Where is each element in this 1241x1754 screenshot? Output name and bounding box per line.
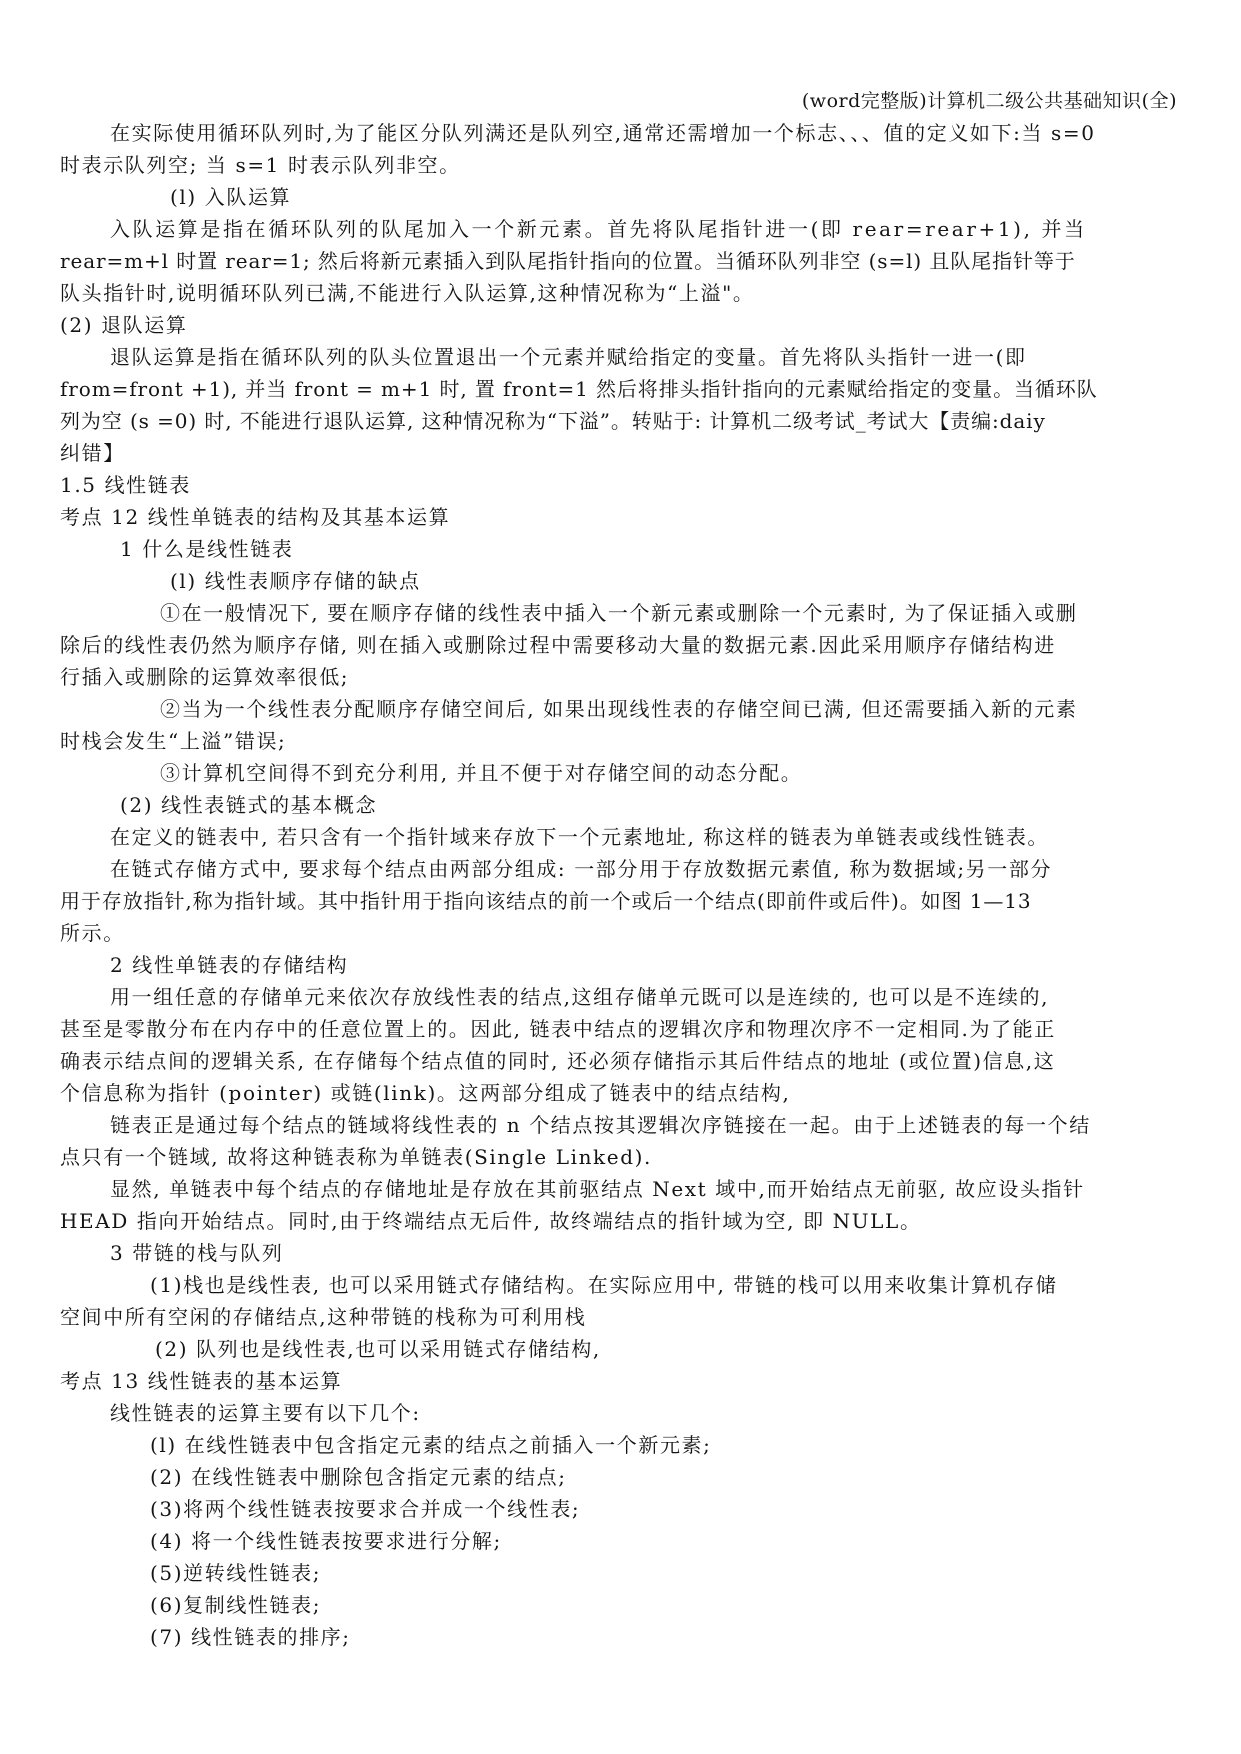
text-line: 用一组任意的存储单元来依次存放线性表的结点,这组存储单元既可以是连续的, 也可以是不连续的,	[110, 985, 1050, 1009]
section-heading: 考点 13 线性链表的基本运算	[60, 1369, 343, 1393]
text-line: from=front +1), 并当 front = m+1 时, 置 front=1 然后将排头指针指向的元素赋给指定的变量。当循环队	[60, 377, 1098, 401]
text-line: 在链式存储方式中, 要求每个结点由两部分组成: 一部分用于存放数据元素值, 称为数据域;另一部分	[110, 857, 1053, 881]
subheading: (2) 线性表链式的基本概念	[120, 793, 378, 817]
text-line: rear=m+l 时置 rear=1; 然后将新元素插入到队尾指针指向的位置。当循环队列非空 (s=l) 且队尾指针等于	[60, 249, 1076, 273]
text-line: 纠错】	[60, 441, 125, 465]
text-line: 显然, 单链表中每个结点的存储地址是存放在其前驱结点 Next 域中,而开始结点无前驱, 故应设头指针	[110, 1177, 1085, 1201]
list-item: (l) 在线性链表中包含指定元素的结点之前插入一个新元素;	[150, 1433, 712, 1457]
text-line: HEAD 指向开始结点。同时,由于终端结点无后件, 故终端结点的指针域为空, 即 NULL。	[60, 1209, 922, 1233]
subheading: (2) 退队运算	[60, 313, 188, 337]
text-line: 退队运算是指在循环队列的队头位置退出一个元素并赋给指定的变量。首先将队头指针一进一(即	[110, 345, 1027, 369]
page-header: (word完整版)计算机二级公共基础知识(全)	[801, 90, 1177, 112]
list-item: (5)逆转线性链表;	[150, 1561, 322, 1585]
text-line: ①在一般情况下, 要在顺序存储的线性表中插入一个新元素或删除一个元素时, 为了保证插入或删	[160, 601, 1078, 625]
text-line: 除后的线性表仍然为顺序存储, 则在插入或删除过程中需要移动大量的数据元素.因此采用顺序存储结构进	[60, 633, 1056, 657]
section-heading: 1.5 线性链表	[60, 473, 191, 497]
text-line: 用于存放指针,称为指针域。其中指针用于指向该结点的前一个或后一个结点(即前件或后件)。如图 1—13	[60, 889, 1032, 913]
text-line: 队头指针时,说明循环队列已满,不能进行入队运算,这种情况称为“上溢"。	[60, 281, 755, 305]
subheading: (l) 入队运算	[170, 185, 292, 209]
section-heading: 考点 12 线性单链表的结构及其基本运算	[60, 505, 451, 529]
list-item: (2) 在线性链表中删除包含指定元素的结点;	[150, 1465, 567, 1489]
subheading: 2 线性单链表的存储结构	[110, 953, 349, 977]
text-line: 个信息称为指针 (pointer) 或链(link)。这两部分组成了链表中的结点结构,	[60, 1081, 791, 1105]
list-item: (3)将两个线性链表按要求合并成一个线性表;	[150, 1497, 581, 1521]
text-line: (2) 队列也是线性表,也可以采用链式存储结构,	[155, 1337, 601, 1361]
text-line: (1)栈也是线性表, 也可以采用链式存储结构。在实际应用中, 带链的栈可以用来收集计算机存储	[150, 1273, 1058, 1297]
list-item: (4) 将一个线性链表按要求进行分解;	[150, 1529, 502, 1553]
text-line: 线性链表的运算主要有以下几个:	[110, 1401, 421, 1425]
list-item: (6)复制线性链表;	[150, 1593, 322, 1617]
text-line: 甚至是零散分布在内存中的任意位置上的。因此, 链表中结点的逻辑次序和物理次序不一定相同.为了能正	[60, 1017, 1056, 1041]
text-line: 链表正是通过每个结点的链域将线性表的 n 个结点按其逻辑次序链接在一起。由于上述链表的每一个结	[110, 1113, 1091, 1137]
text-line: 点只有一个链域, 故将这种链表称为单链表(Single Linked).	[60, 1145, 652, 1169]
subheading: 1 什么是线性链表	[120, 537, 294, 561]
text-line: 所示。	[60, 921, 125, 945]
text-line: 列为空 (s =0) 时, 不能进行退队运算, 这种情况称为“下溢”。转贴于: 计算机二级考试_考试大【责编:daiy	[60, 409, 1046, 433]
text-line: ②当为一个线性表分配顺序存储空间后, 如果出现线性表的存储空间已满, 但还需要插入新的元素	[160, 697, 1078, 721]
text-line: 确表示结点间的逻辑关系, 在存储每个结点值的同时, 还必须存储指示其后件结点的地址 (或位置)信息,这	[60, 1049, 1056, 1073]
text-line: 时表示队列空; 当 s=1 时表示队列非空。	[60, 153, 461, 177]
text-line: 时栈会发生“上溢”错误;	[60, 729, 287, 753]
list-item: (7) 线性链表的排序;	[150, 1625, 351, 1649]
text-line: 空间中所有空闲的存储结点,这种带链的栈称为可利用栈	[60, 1305, 587, 1329]
subheading: (l) 线性表顺序存储的缺点	[170, 569, 421, 593]
text-line: 在定义的链表中, 若只含有一个指针域来存放下一个元素地址, 称这样的链表为单链表或线性链表。	[110, 825, 1050, 849]
text-line: 入队运算是指在循环队列的队尾加入一个新元素。首先将队尾指针进一(即 rear=rear+1), 并当	[110, 217, 1087, 241]
subheading: 3 带链的栈与队列	[110, 1241, 284, 1265]
text-line: 行插入或删除的运算效率很低;	[60, 665, 350, 689]
text-line: 在实际使用循环队列时,为了能区分队列满还是队列空,通常还需增加一个标志、、、值的定义如下:当 s=0	[110, 121, 1096, 145]
text-line: ③计算机空间得不到充分利用, 并且不便于对存储空间的动态分配。	[160, 761, 803, 785]
